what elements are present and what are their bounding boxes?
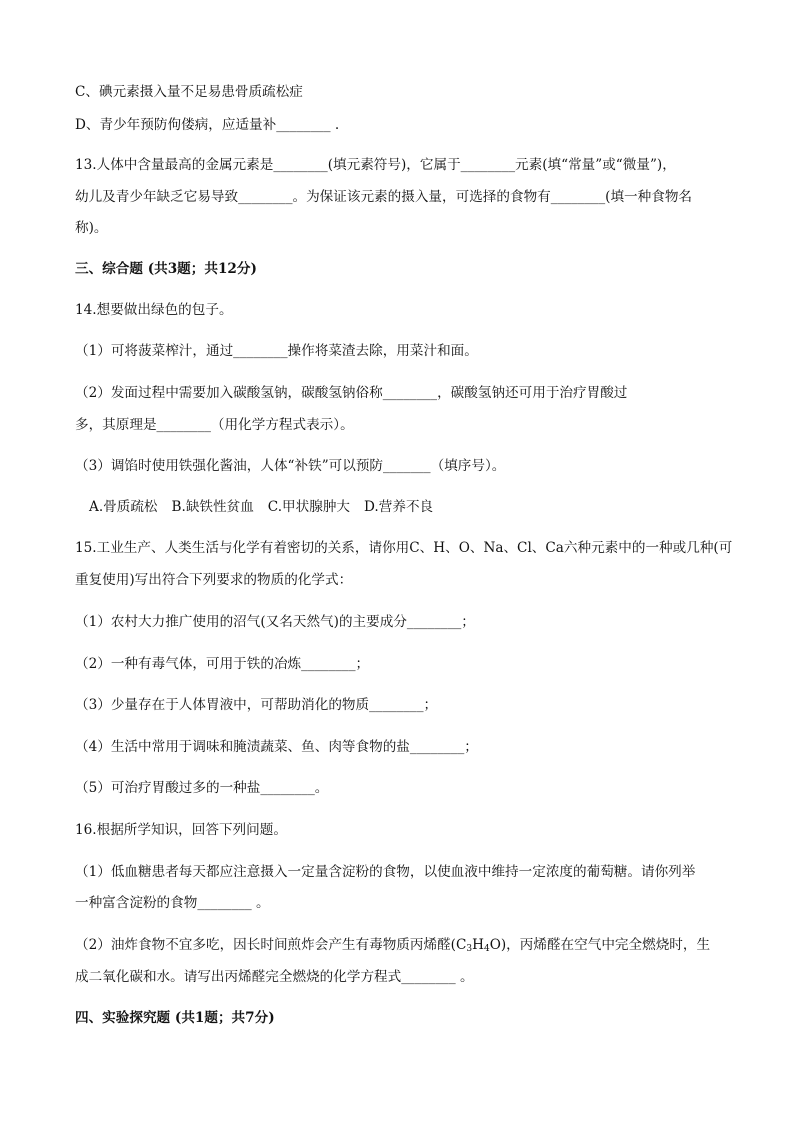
q16-2-text-after: O)，丙烯醛在空气中完全燃烧时，生 [489, 937, 711, 953]
question-15-part-1: （1）农村大力推广使用的沼气(又名天然气)的主要成分________； [75, 614, 475, 630]
question-16-part-2-line-2: 成二氧化碳和水。请写出丙烯醛完全燃烧的化学方程式________ 。 [75, 969, 474, 985]
hydrogen-symbol: H [472, 937, 484, 953]
question-13-line-2: 幼儿及青少年缺乏它易导致________。为保证该元素的摄入量，可选择的食物有________(填一种食物名 [75, 189, 693, 205]
line-option-c: C、碘元素摄入量不足易患骨质疏松症 [75, 84, 303, 100]
line-option-d: D、青少年预防佝偻病，应适量补________ . [75, 117, 340, 133]
question-16-title: 16.根据所学知识，回答下列问题。 [75, 822, 287, 838]
question-14-part-3: （3）调馅时使用铁强化酱油，人体“补铁”可以预防_______（填序号）。 [75, 458, 506, 474]
question-15-line-2: 重复使用)写出符合下列要求的物质的化学式： [75, 572, 353, 588]
question-14-part-2-line-1: （2）发面过程中需要加入碳酸氢钠，碳酸氢钠俗称________，碳酸氢钠还可用于治疗胃酸过 [75, 385, 628, 401]
question-14-part-1: （1）可将菠菜榨汁，通过________操作将菜渣去除，用菜汁和面。 [75, 343, 478, 359]
question-15-part-2: （2）一种有毒气体，可用于铁的冶炼________； [75, 656, 370, 672]
carbon-subscript: 3 [466, 944, 473, 954]
question-15-part-3: （3）少量存在于人体胃液中，可帮助消化的物质________； [75, 697, 438, 713]
question-16-part-2-line-1 [75, 935, 710, 959]
question-14-title: 14.想要做出绿色的包子。 [75, 302, 233, 318]
option-b: B.缺铁性贫血 [171, 499, 254, 515]
question-15-part-4: （4）生活中常用于调味和腌渍蔬菜、鱼、肉等食物的盐________； [75, 739, 478, 755]
question-13-line-1: 13.人体中含量最高的金属元素是________(填元素符号)，它属于________元素(填“常量”或“微量”)， [75, 157, 676, 173]
question-16-part-1-line-2: 一种富含淀粉的食物________ 。 [75, 895, 270, 911]
section-3-heading: 三、综合题 (共3题；共12分) [75, 261, 257, 277]
option-a: A.骨质疏松 [89, 499, 158, 515]
q16-2-text-before: （2）油炸食物不宜多吃，因长时间煎炸会产生有毒物质丙烯醛(C [75, 937, 467, 953]
question-15-part-5: （5）可治疗胃酸过多的一种盐________。 [75, 780, 329, 796]
question-14-part-2-line-2: 多，其原理是________（用化学方程式表示）。 [75, 417, 354, 433]
question-14-options [89, 497, 447, 517]
option-d: D.营养不良 [364, 499, 434, 515]
section-4-heading: 四、实验探究题 (共1题；共7分) [75, 1010, 275, 1026]
question-13-line-3: 称)。 [75, 220, 108, 236]
hydrogen-subscript: 4 [483, 944, 490, 954]
question-16-part-1-line-1: （1）低血糖患者每天都应注意摄入一定量含淀粉的食物，以使血液中维持一定浓度的葡萄糖。请你列举 [75, 864, 696, 880]
question-15-line-1: 15.工业生产、人类生活与化学有着密切的关系，请你用C、H、O、Na、Cl、Ca六种元素中的一种或几种(可 [75, 540, 733, 556]
option-c: C.甲状腺肿大 [267, 499, 351, 515]
